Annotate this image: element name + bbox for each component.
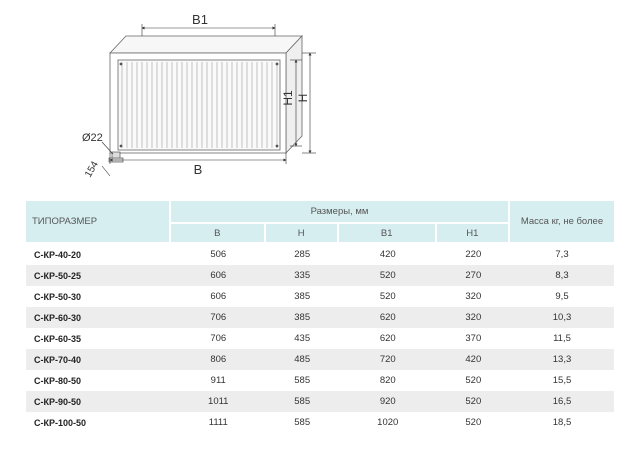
cell-h: 585: [266, 412, 339, 433]
dim-label-b: B: [193, 162, 203, 177]
cell-h1: 320: [437, 307, 510, 328]
cell-b1: 1020: [339, 412, 437, 433]
cell-h: 585: [266, 370, 339, 391]
cell-h: 385: [266, 307, 339, 328]
cell-b1: 620: [339, 307, 437, 328]
cell-name: С-КР-90-50: [26, 391, 171, 412]
dim-label-h: H: [296, 93, 310, 103]
heater-body: [110, 36, 302, 153]
header-b1: B1: [339, 224, 437, 244]
header-mass: Масса кг, не более: [510, 201, 614, 244]
table-row: [26, 307, 614, 328]
header-type: ТИПОРАЗМЕР: [26, 201, 171, 244]
cell-b1: 520: [339, 265, 437, 286]
cell-b1: 620: [339, 328, 437, 349]
cell-b: 706: [171, 328, 266, 349]
cell-mass: 8,3: [510, 265, 614, 286]
dim-label-diameter: Ø22: [82, 132, 103, 144]
header-h1: H1: [437, 224, 510, 244]
dim-label-b1: B1: [192, 12, 208, 27]
header-dimensions: Размеры, мм: [171, 201, 510, 224]
cell-h1: 370: [437, 328, 510, 349]
cell-name: С-КР-40-20: [26, 244, 171, 265]
cell-h: 285: [266, 244, 339, 265]
cell-b: 1011: [171, 391, 266, 412]
table-body: [26, 244, 614, 433]
spec-table: [26, 201, 614, 433]
cell-h1: 520: [437, 391, 510, 412]
cell-h: 485: [266, 349, 339, 370]
header-b: B: [171, 224, 266, 244]
cell-h: 385: [266, 286, 339, 307]
dim-label-h1: H1: [281, 90, 295, 106]
cell-b: 606: [171, 265, 266, 286]
table-row: [26, 349, 614, 370]
header-h: H: [266, 224, 339, 244]
cell-mass: 11,5: [510, 328, 614, 349]
table-row: [26, 328, 614, 349]
cell-mass: 16,5: [510, 391, 614, 412]
cell-name: С-КР-80-50: [26, 370, 171, 391]
cell-h: 435: [266, 328, 339, 349]
pipe-fitting: [109, 152, 123, 162]
cell-name: С-КР-60-30: [26, 307, 171, 328]
cell-b1: 420: [339, 244, 437, 265]
cell-b: 706: [171, 307, 266, 328]
cell-mass: 9,5: [510, 286, 614, 307]
cell-b: 1111: [171, 412, 266, 433]
cell-h1: 320: [437, 286, 510, 307]
cell-mass: 15,5: [510, 370, 614, 391]
cell-name: С-КР-60-35: [26, 328, 171, 349]
cell-h1: 420: [437, 349, 510, 370]
cell-b: 606: [171, 286, 266, 307]
cell-mass: 7,3: [510, 244, 614, 265]
cell-b: 806: [171, 349, 266, 370]
cell-name: С-КР-50-25: [26, 265, 171, 286]
cell-h1: 520: [437, 370, 510, 391]
cell-mass: 13,3: [510, 349, 614, 370]
cell-name: С-КР-70-40: [26, 349, 171, 370]
cell-b1: 520: [339, 286, 437, 307]
cell-b1: 920: [339, 391, 437, 412]
table-row: [26, 412, 614, 433]
table-row: [26, 391, 614, 412]
cell-h: 335: [266, 265, 339, 286]
cell-mass: 10,3: [510, 307, 614, 328]
cell-h1: 270: [437, 265, 510, 286]
cell-b: 911: [171, 370, 266, 391]
technical-drawing: [80, 8, 350, 188]
cell-name: С-КР-50-30: [26, 286, 171, 307]
dim-label-depth: 154: [83, 159, 101, 180]
cell-h: 585: [266, 391, 339, 412]
table-row: [26, 286, 614, 307]
cell-b1: 820: [339, 370, 437, 391]
cell-b: 506: [171, 244, 266, 265]
table-row: [26, 370, 614, 391]
table-row: [26, 265, 614, 286]
table-row: [26, 244, 614, 265]
cell-h1: 220: [437, 244, 510, 265]
cell-mass: 18,5: [510, 412, 614, 433]
cell-h1: 520: [437, 412, 510, 433]
cell-name: С-КР-100-50: [26, 412, 171, 433]
cell-b1: 720: [339, 349, 437, 370]
